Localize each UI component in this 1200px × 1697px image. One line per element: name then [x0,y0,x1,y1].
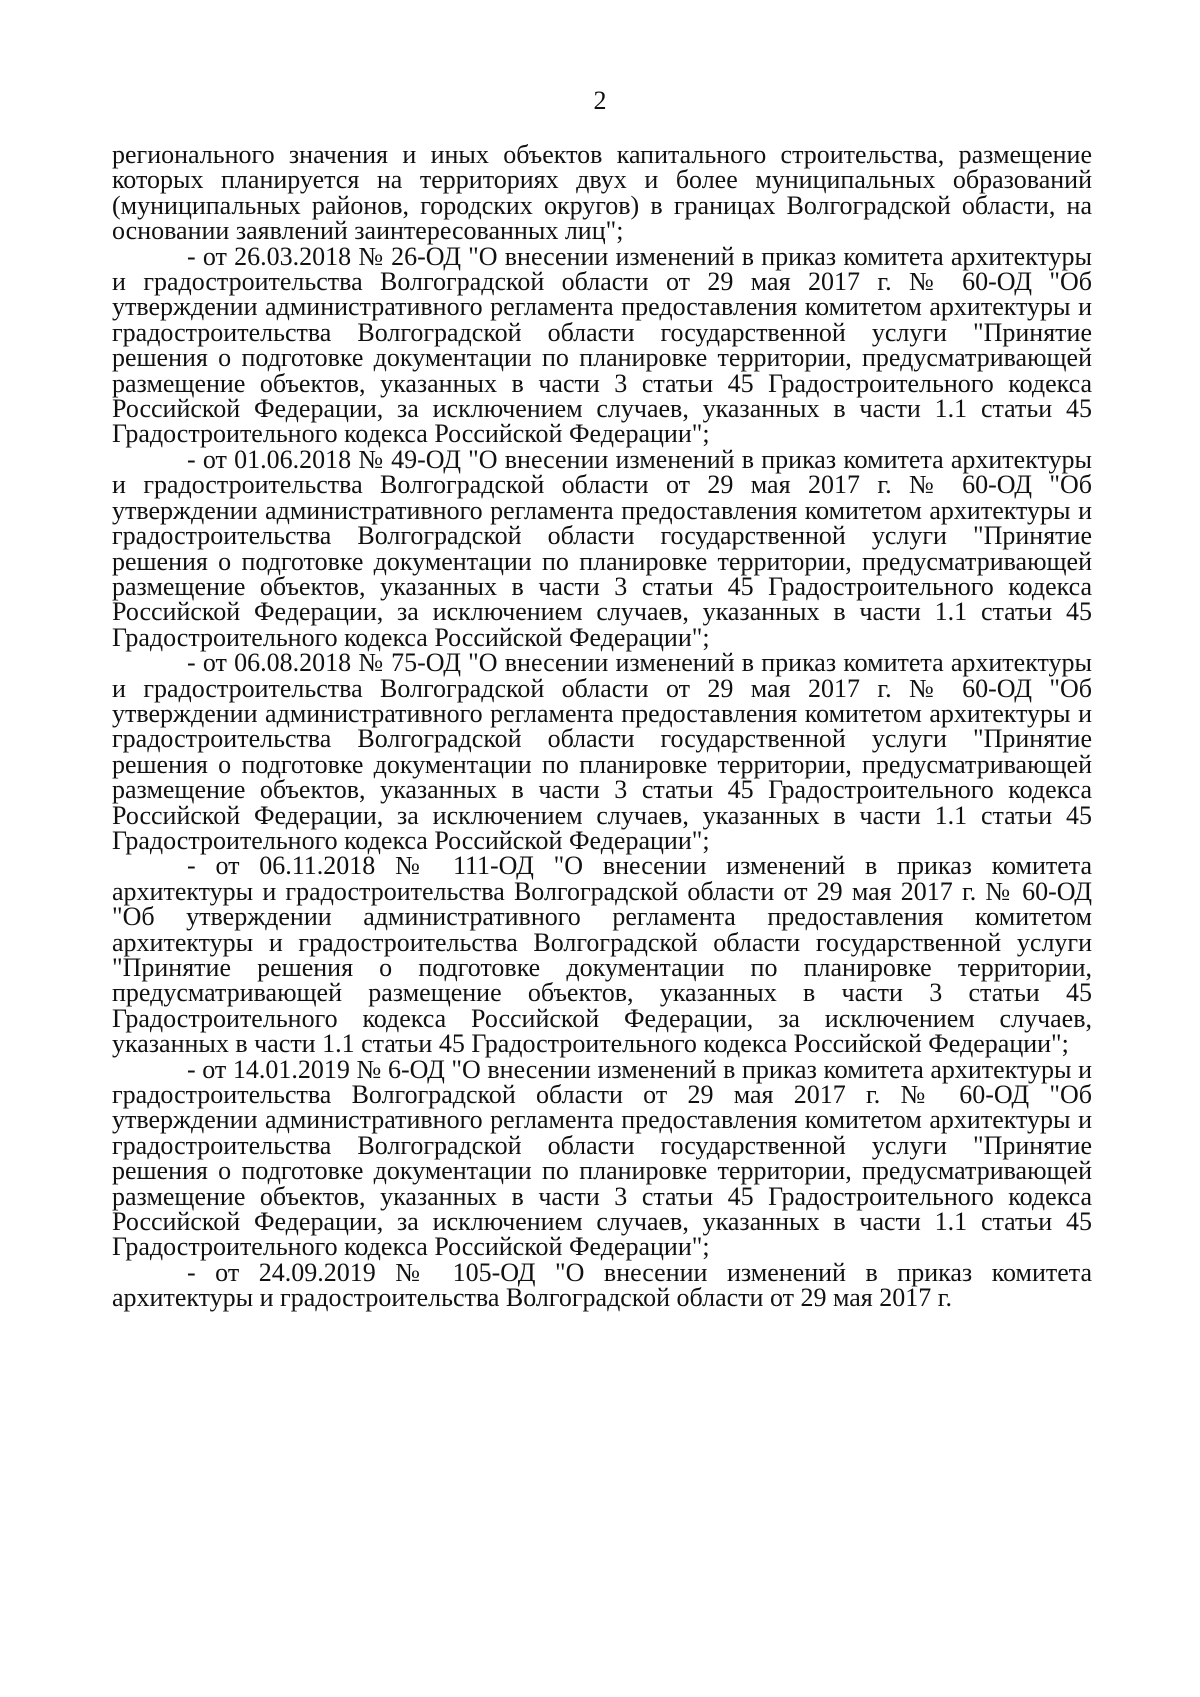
order-item-5: - от 14.01.2019 № 6-ОД "О внесении изменений в приказ комитета архитектуры и градостроительства Волгоградской области от 29 мая 2017 г. № 60-ОД "Об утверждении административного регламента предоставления комитетом архитектуры и градостроительства Волгоградской области государственной услуги "Принятие решения о подготовке документации по планировке территории, предусматривающей размещение объектов, указанных в части 3 статьи 45 Градостроительного кодекса Российской Федерации, за исключением случаев, указанных в части 1.1 статьи 45 Градостроительного кодекса Российской Федерации"; [112,1054,1092,1262]
order-item-6: - от 24.09.2019 № 105-ОД "О внесении изменений в приказ комитета архитектуры и градостроительства Волгоградской области от 29 мая 2017 г. [112,1257,1092,1313]
order-item-4: - от 06.11.2018 № 111-ОД "О внесении изменений в приказ комитета архитектуры и градостроительства Волгоградской области от 29 мая 2017 г. № 60-ОД "Об утверждении административного регламента предоставления комитетом архитектуры и градостроительства Волгоградской области государственной услуги "Принятие решения о подготовке документации по планировке территории, предусматривающей размещение объектов, указанных в части 3 статьи 45 Градостроительного кодекса Российской Федерации, за исключением случаев, указанных в части 1.1 статьи 45 Градостроительного кодекса Российской Федерации"; [112,851,1092,1059]
order-item-1: - от 26.03.2018 № 26-ОД "О внесении изменений в приказ комитета архитектуры и градостроительства Волгоградской области от 29 мая 2017 г. № 60-ОД "Об утверждении административного регламента предоставления комитетом архитектуры и градостроительства Волгоградской области государственной услуги "Принятие решения о подготовке документации по планировке территории, предусматривающей размещение объектов, указанных в части 3 статьи 45 Градостроительного кодекса Российской Федерации, за исключением случаев, указанных в части 1.1 статьи 45 Градостроительного кодекса Российской Федерации"; [112,241,1092,449]
page-number: 2 [593,86,607,115]
lead-paragraph: регионального значения и иных объектов капитального строительства, размещение которых планируется на территориях двух и более муниципальных образований (муниципальных районов, городских округов) в границах Волгоградской области, на основании заявлений заинтересованных лиц"; [112,140,1092,246]
document-body [112,142,1092,1311]
order-item-3: - от 06.08.2018 № 75-ОД "О внесении изменений в приказ комитета архитектуры и градостроительства Волгоградской области от 29 мая 2017 г. № 60-ОД "Об утверждении административного регламента предоставления комитетом архитектуры и градостроительства Волгоградской области государственной услуги "Принятие решения о подготовке документации по планировке территории, предусматривающей размещение объектов, указанных в части 3 статьи 45 Градостроительного кодекса Российской Федерации, за исключением случаев, указанных в части 1.1 статьи 45 Градостроительного кодекса Российской Федерации"; [112,648,1092,855]
order-item-2: - от 01.06.2018 № 49-ОД "О внесении изменений в приказ комитета архитектуры и градостроительства Волгоградской области от 29 мая 2017 г. № 60-ОД "Об утверждении административного регламента предоставления комитетом архитектуры и градостроительства Волгоградской области государственной услуги "Принятие решения о подготовке документации по планировке территории, предусматривающей размещение объектов, указанных в части 3 статьи 45 Градостроительного кодекса Российской Федерации, за исключением случаев, указанных в части 1.1 статьи 45 Градостроительного кодекса Российской Федерации"; [112,444,1092,652]
